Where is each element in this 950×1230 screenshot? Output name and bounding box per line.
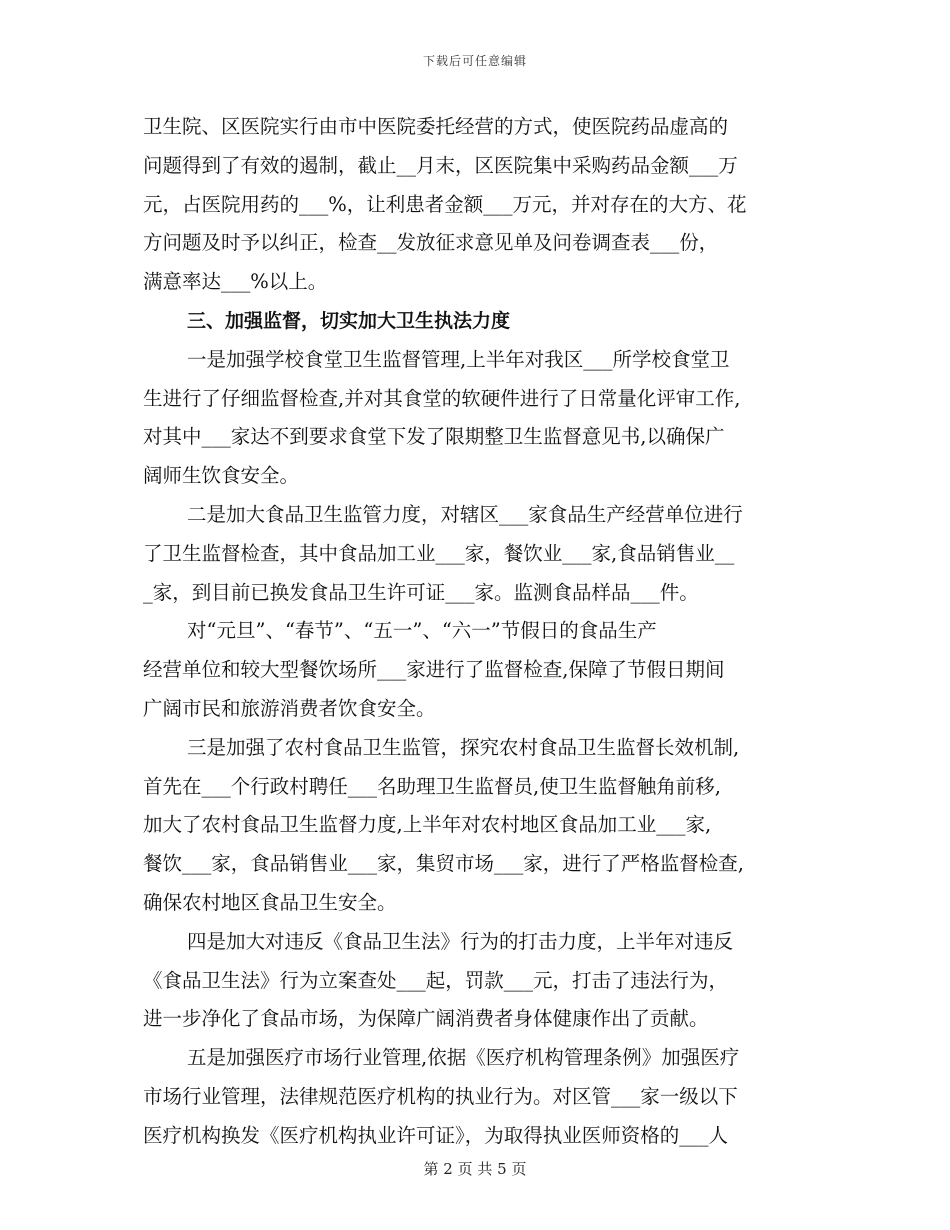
document-body xyxy=(143,108,815,1156)
text-line: 了卫生监督检查，其中食品加工业___家，餐饮业___家,食品销售业__ xyxy=(143,541,735,565)
text-line: 问题得到了有效的遏制，截止__月末，区医院集中采购药品金额___万 xyxy=(143,153,738,177)
text-line: 进一步净化了食品市场，为保障广阔消费者身体健康作出了贡献。 xyxy=(143,1007,709,1031)
text-line: 对“元旦”、“春节”、“五一”、“六一”节假日的食品生产 xyxy=(187,619,657,643)
text-line: 餐饮___家，食品销售业___家，集贸市场___家，进行了严格监督检查, xyxy=(143,852,744,876)
text-line: 市场行业管理，法律规范医疗机构的执业行为。对区管___家一级以下 xyxy=(143,1084,738,1108)
text-line: 二是加大食品卫生监管力度，对辖区___家食品生产经营单位进行 xyxy=(187,502,743,526)
text-line: 三是加强了农村食品卫生监管，探究农村食品卫生监督长效机制, xyxy=(187,735,740,759)
text-line: 卫生院、区医院实行由市中医院委托经营的方式，使医院药品虚高的 xyxy=(143,115,729,138)
text-line: _家，到目前已换发食品卫生许可证___家。监测食品样品___件。 xyxy=(143,580,699,604)
text-line: 《食品卫生法》行为立案查处___起，罚款___元，打击了违法行为， xyxy=(143,968,729,992)
section-heading: 三、加强监督，切实加大卫生执法力度 xyxy=(187,309,511,332)
text-line: 满意率达___%以上。 xyxy=(143,270,328,294)
text-line: 五是加强医疗市场行业管理,依据《医疗机构管理条例》加强医疗 xyxy=(187,1046,740,1070)
text-line: 首先在___个行政村聘任___名助理卫生监督员,使卫生监督触角前移, xyxy=(143,774,721,798)
text-line: 加大了农村食品卫生监督力度,上半年对农村地区食品加工业___家, xyxy=(143,813,712,837)
text-line: 对其中___家达不到要求食堂下发了限期整卫生监督意见书,以确保广 xyxy=(143,425,725,449)
text-line: 生进行了仔细监督检查,并对其食堂的软硬件进行了日常量化评审工作, xyxy=(143,386,741,410)
page-header: 下载后可任意编辑 xyxy=(422,54,527,68)
text-line: 阔师生饮食安全。 xyxy=(143,464,300,488)
page-number: 第 2 页 共 5 页 xyxy=(423,1160,527,1178)
text-line: 一是加强学校食堂卫生监督管理,上半年对我区___所学校食堂卫 xyxy=(187,347,730,371)
text-line: 经营单位和较大型餐饮场所___家进行了监督检查,保障了节假日期间 xyxy=(143,658,725,682)
text-line: 方问题及时予以纠正，检查__发放征求意见单及问卷调查表___份， xyxy=(143,231,719,255)
text-line: 确保农村地区食品卫生安全。 xyxy=(143,890,397,914)
text-line: 四是加大对违反《食品卫生法》行为的打击力度，上半年对违反 xyxy=(187,929,734,953)
text-line: 医疗机构换发《医疗机构执业许可证》，为取得执业医师资格的___人 xyxy=(143,1123,729,1147)
text-line: 元，占医院用药的___%，让利患者金额___万元，并对存在的大方、花 xyxy=(143,192,747,216)
text-line: 广阔市民和旅游消费者饮食安全。 xyxy=(143,696,436,720)
